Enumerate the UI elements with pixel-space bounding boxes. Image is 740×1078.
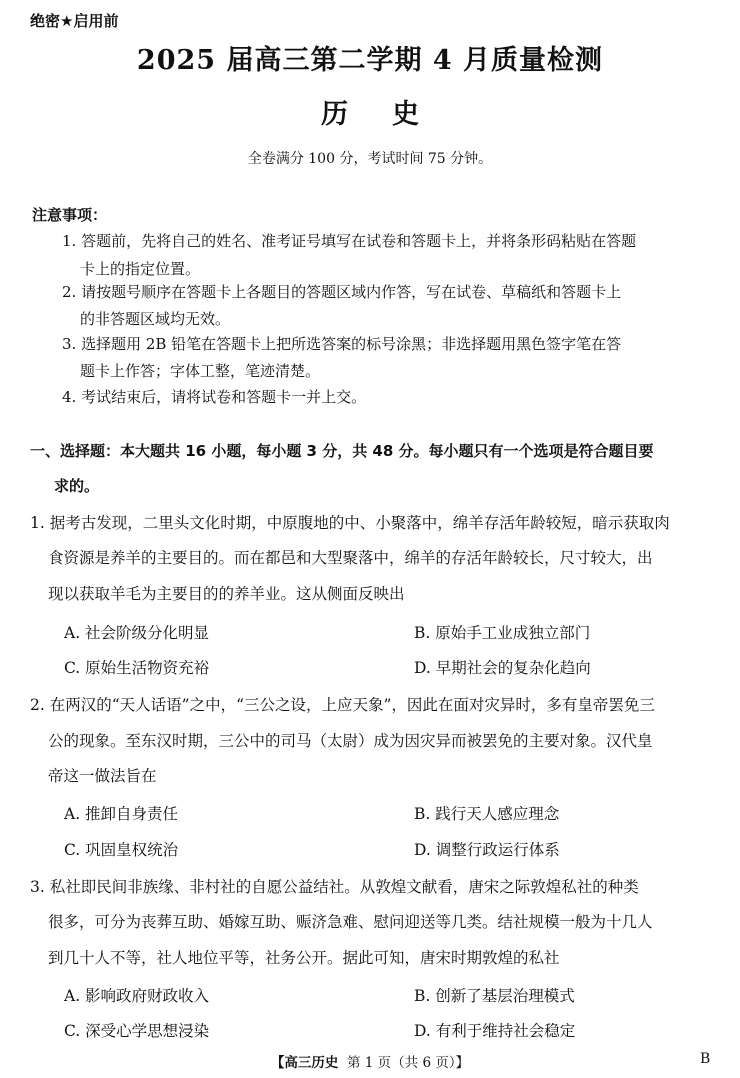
note-line: 4. 考试结束后，请将试卷和答题卡一并上交。 <box>62 388 367 406</box>
question-2-option-c: C. 巩固皇权统治 <box>64 841 179 859</box>
section-heading-cont: 求的。 <box>54 477 100 495</box>
note-line: 卡上的指定位置。 <box>80 260 201 278</box>
page-footer <box>0 1051 740 1071</box>
subject-title: 历史 <box>321 99 463 130</box>
question-1-option-a: A. 社会阶级分化明显 <box>64 624 210 642</box>
question-3-line: 3. 私社即民间非族缘、非村社的自愿公益结社。从敦煌文献看，唐宋之际敦煌私社的种类 <box>30 878 639 896</box>
question-3-option-a: A. 影响政府财政收入 <box>64 987 210 1005</box>
note-line: 2. 请按题号顺序在答题卡上各题目的答题区域内作答，写在试卷、草稿纸和答题卡上 <box>62 283 622 301</box>
question-3-line: 很多，可分为丧葬互助、婚嫁互助、赈济急难、慰问迎送等几类。结社规模一般为十几人 <box>48 913 653 931</box>
question-1-option-b: B. 原始手工业成独立部门 <box>414 624 591 642</box>
question-2-line: 帝这一做法旨在 <box>48 767 157 785</box>
question-1-option-d: D. 早期社会的复杂化趋向 <box>414 659 591 677</box>
footer-label: 【高三历史 <box>270 1055 339 1071</box>
question-2-option-a: A. 推卸自身责任 <box>64 805 179 823</box>
exam-title: 2025 届高三第二学期 4 月质量检测 <box>136 45 604 76</box>
score-line: 全卷满分 100 分，考试时间 75 分钟。 <box>247 151 493 167</box>
paper-version: B <box>700 1051 711 1067</box>
footer-page-number: 第 1 页（共 6 页）】 <box>347 1055 470 1071</box>
question-2-option-d: D. 调整行政运行体系 <box>414 841 560 859</box>
question-1-line: 食资源是养羊的主要目的。而在都邑和大型聚落中，绵羊的存活年龄较长，尺寸较大，出 <box>48 549 653 567</box>
question-3-option-c: C. 深受心学思想浸染 <box>64 1022 210 1040</box>
note-line: 1. 答题前，先将自己的姓名、准考证号填写在试卷和答题卡上，并将条形码粘贴在答题 <box>62 232 637 250</box>
notes-heading: 注意事项： <box>32 206 108 224</box>
question-2-line: 公的现象。至东汉时期，三公中的司马（太尉）成为因灾异而被罢免的主要对象。汉代皇 <box>48 732 653 750</box>
question-3-line: 到几十人不等，社人地位平等，社务公开。据此可知，唐宋时期敦煌的私社 <box>48 949 560 967</box>
question-1-line: 现以获取羊毛为主要目的的养羊业。这从侧面反映出 <box>48 585 405 603</box>
question-1-line: 1. 据考古发现，二里头文化时期，中原腹地的中、小聚落中，绵羊存活年龄较短，暗示获取肉 <box>30 514 670 532</box>
note-line: 3. 选择题用 2B 铅笔在答题卡上把所选答案的标号涂黑；非选择题用黑色签字笔在答 <box>62 335 622 353</box>
question-1-option-c: C. 原始生活物资充裕 <box>64 659 210 677</box>
note-line: 的非答题区域均无效。 <box>80 310 231 328</box>
question-2-option-b: B. 践行天人感应理念 <box>414 805 560 823</box>
question-2-line: 2. 在两汉的“天人话语”之中，“三公之设，上应天象”，因此在面对灾异时，多有皇帝罢免三 <box>30 696 655 714</box>
note-line: 题卡上作答；字体工整，笔迹清楚。 <box>80 362 321 380</box>
section-heading: 一、选择题：本大题共 16 小题，每小题 3 分，共 48 分。每小题只有一个选项是符合题目要 <box>30 442 654 460</box>
confidential-mark: 绝密★启用前 <box>30 12 119 30</box>
question-3-option-d: D. 有利于维持社会稳定 <box>414 1022 576 1040</box>
question-3-option-b: B. 创新了基层治理模式 <box>414 987 575 1005</box>
